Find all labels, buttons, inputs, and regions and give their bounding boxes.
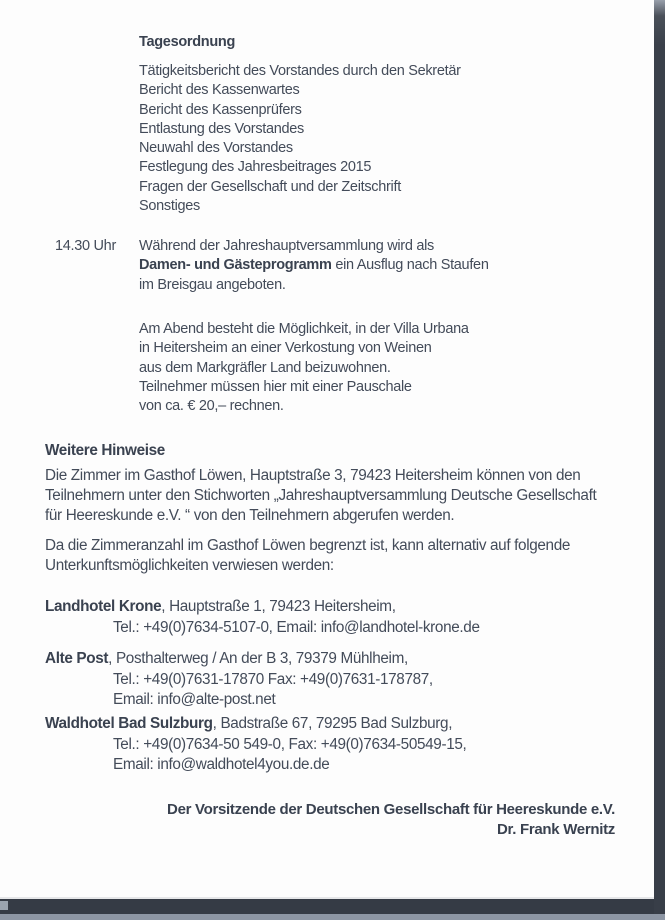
notes-paragraph-1	[45, 466, 596, 526]
agenda-item: Bericht des Kassenwartes	[139, 82, 300, 99]
scan-edge-right	[654, 0, 665, 914]
agenda-item: Fragen der Gesellschaft und der Zeitschrift	[139, 178, 401, 195]
evening-line: von ca. € 20,– rechnen.	[139, 398, 284, 415]
agenda-list	[139, 62, 461, 216]
scan-edge-bottom	[0, 899, 665, 914]
notes-line: Teilnehmern unter den Stichworten „Jahreshauptversammlung Deutsche Gesellschaft	[45, 487, 597, 504]
schedule-time: 14.30 Uhr	[55, 238, 116, 254]
schedule-line: im Breisgau angeboten.	[139, 276, 286, 293]
hotel-name: Waldhotel Bad Sulzburg	[45, 715, 213, 732]
evening-line: Am Abend besteht die Möglichkeit, in der Villa Urbana	[139, 321, 469, 337]
signature-role: Der Vorsitzende der Deutschen Gesellschaft für Heereskunde e.V.	[167, 801, 615, 818]
agenda-item: Tätigkeitsbericht des Vorstandes durch den Sekretär	[139, 63, 461, 79]
evening-program-text	[139, 320, 469, 416]
hotel-name-line	[45, 649, 433, 670]
hotel-waldhotel-bad-sulzburg	[45, 714, 466, 776]
agenda-item: Sonstiges	[139, 198, 200, 215]
hotel-contact-line: Tel.: +49(0)7634-5107-0, Email: info@landhotel-krone.de	[113, 618, 480, 636]
agenda-item: Neuwahl des Vorstandes	[139, 140, 293, 157]
program-title: Damen- und Gästeprogramm	[139, 257, 332, 274]
hotel-contact-line: Email: info@alte-post.net	[113, 691, 276, 708]
notes-title: Weitere Hinweise	[45, 442, 165, 459]
hotel-name: Alte Post	[45, 650, 109, 667]
agenda-item: Bericht des Kassenprüfers	[139, 101, 302, 118]
hotel-address: , Posthalterweg / An der B 3, 79379 Mühlheim,	[108, 650, 408, 667]
agenda-title: Tagesordnung	[139, 34, 236, 50]
hotel-address: , Badstraße 67, 79295 Bad Sulzburg,	[212, 715, 453, 732]
scan-edge-notch	[0, 901, 8, 910]
evening-line: in Heitersheim an einer Verkostung von Weinen	[139, 340, 432, 357]
hotel-name: Landhotel Krone	[45, 598, 162, 615]
notes-line: für Heereskunde e.V. “ von den Teilnehmern abgerufen werden.	[45, 507, 455, 524]
scan-edge-bottom-outer	[0, 914, 665, 920]
notes-line: Unterkunftsmöglichkeiten verwiesen werden:	[45, 557, 334, 574]
hotel-name-line	[45, 714, 466, 735]
hotel-address: , Hauptstraße 1, 79423 Heitersheim,	[161, 598, 396, 615]
schedule-line	[139, 256, 489, 275]
hotel-contact-line: Tel.: +49(0)7634-50 549-0, Fax: +49(0)7634-50549-15,	[113, 735, 467, 753]
hotel-contact-line: Email: info@waldhotel4you.de.de	[113, 756, 330, 773]
agenda-item: Entlastung des Vorstandes	[139, 120, 305, 137]
hotel-landhotel-krone	[45, 597, 480, 638]
hotel-alte-post	[45, 649, 433, 711]
schedule-text	[139, 237, 489, 295]
schedule-line: Während der Jahreshauptversammlung wird als	[139, 238, 434, 254]
hotel-contact-line: Tel.: +49(0)7631-17870 Fax: +49(0)7631-178787,	[113, 670, 433, 688]
signature-block	[167, 800, 615, 839]
notes-paragraph-2	[45, 536, 570, 576]
agenda-item: Festlegung des Jahresbeitrages 2015	[139, 159, 372, 176]
evening-line: aus dem Markgräfler Land beizuwohnen.	[139, 359, 391, 376]
hotel-name-line	[45, 597, 480, 618]
evening-line: Teilnehmer müssen hier mit einer Pauschale	[139, 378, 412, 395]
signature-name: Dr. Frank Wernitz	[497, 820, 615, 838]
schedule-line-rest: ein Ausflug nach Staufen	[331, 257, 489, 274]
notes-line: Da die Zimmeranzahl im Gasthof Löwen begrenzt ist, kann alternativ auf folgende	[45, 537, 571, 554]
notes-line: Die Zimmer im Gasthof Löwen, Hauptstraße 3, 79423 Heitersheim können von den	[45, 467, 581, 484]
